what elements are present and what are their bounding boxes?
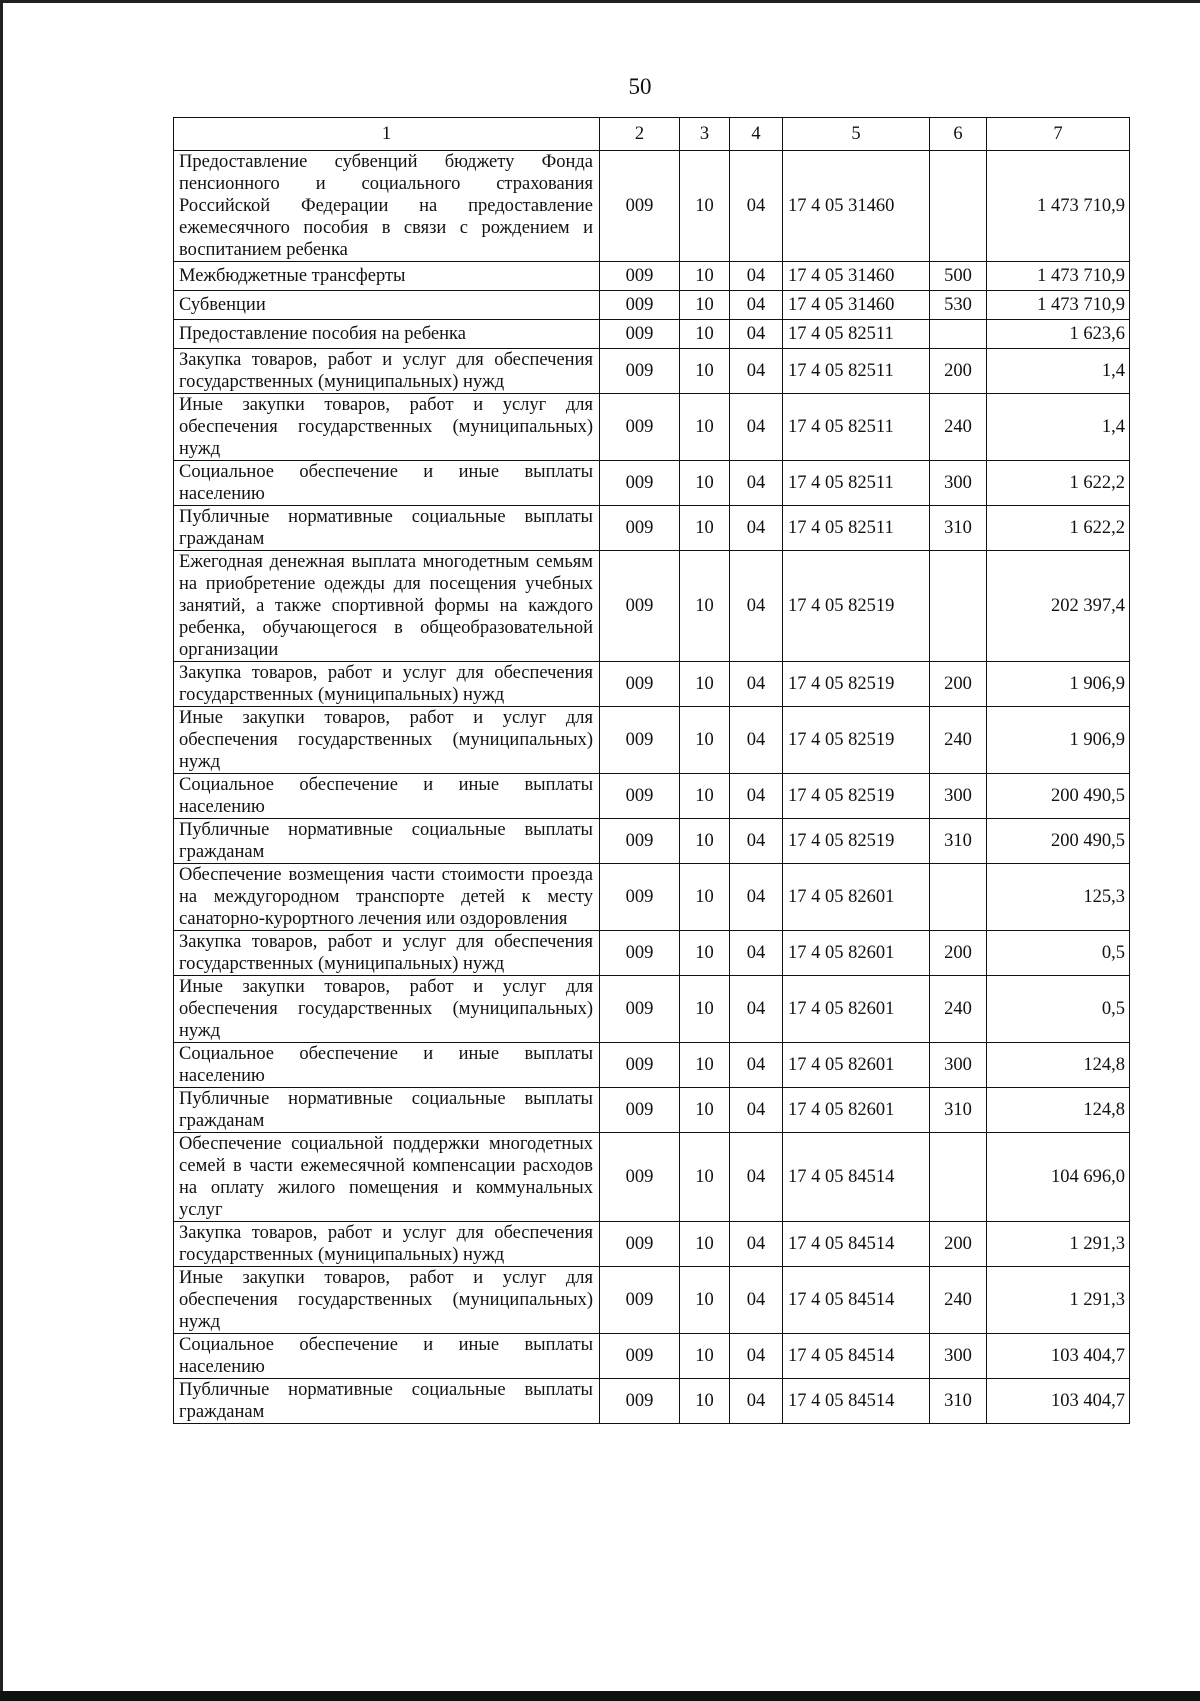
row-name: Публичные нормативные социальные выплаты гражданам [174, 1088, 600, 1133]
row-name: Закупка товаров, работ и услуг для обеспечения государственных (муниципальных) нужд [174, 1222, 600, 1267]
table-body [174, 151, 1130, 1424]
row-target-article: 17 4 05 82511 [783, 506, 930, 551]
row-name: Закупка товаров, работ и услуг для обеспечения государственных (муниципальных) нужд [174, 662, 600, 707]
table-row [174, 291, 1130, 320]
row-subsection-code: 04 [730, 976, 783, 1043]
row-name: Социальное обеспечение и иные выплаты населению [174, 1043, 600, 1088]
row-ministry-code: 009 [600, 864, 680, 931]
row-name: Межбюджетные трансферты [174, 262, 600, 291]
row-name: Публичные нормативные социальные выплаты гражданам [174, 1379, 600, 1424]
row-subsection-code: 04 [730, 1088, 783, 1133]
row-expense-type [930, 864, 987, 931]
row-amount: 1 291,3 [987, 1222, 1130, 1267]
row-amount: 202 397,4 [987, 551, 1130, 662]
row-ministry-code: 009 [600, 551, 680, 662]
row-name: Обеспечение социальной поддержки многодетных семей в части ежемесячной компенсации расходов на оплату жилого помещения и коммунальных услуг [174, 1133, 600, 1222]
column-header: 5 [783, 118, 930, 151]
row-expense-type: 240 [930, 976, 987, 1043]
row-name: Социальное обеспечение и иные выплаты населению [174, 1334, 600, 1379]
row-section-code: 10 [680, 976, 730, 1043]
row-target-article: 17 4 05 84514 [783, 1379, 930, 1424]
row-target-article: 17 4 05 82601 [783, 864, 930, 931]
table-row [174, 662, 1130, 707]
row-subsection-code: 04 [730, 461, 783, 506]
row-expense-type: 300 [930, 1043, 987, 1088]
row-subsection-code: 04 [730, 506, 783, 551]
row-subsection-code: 04 [730, 931, 783, 976]
row-target-article: 17 4 05 82601 [783, 1088, 930, 1133]
table-row [174, 151, 1130, 262]
row-expense-type: 300 [930, 461, 987, 506]
row-target-article: 17 4 05 31460 [783, 262, 930, 291]
table-row [174, 1267, 1130, 1334]
row-expense-type: 200 [930, 662, 987, 707]
row-section-code: 10 [680, 349, 730, 394]
row-name: Иные закупки товаров, работ и услуг для обеспечения государственных (муниципальных) нужд [174, 707, 600, 774]
row-subsection-code: 04 [730, 774, 783, 819]
row-amount: 1 473 710,9 [987, 262, 1130, 291]
row-subsection-code: 04 [730, 320, 783, 349]
row-target-article: 17 4 05 84514 [783, 1334, 930, 1379]
row-subsection-code: 04 [730, 394, 783, 461]
table-row [174, 551, 1130, 662]
row-expense-type: 200 [930, 1222, 987, 1267]
row-expense-type [930, 551, 987, 662]
row-expense-type: 240 [930, 707, 987, 774]
row-amount: 1,4 [987, 394, 1130, 461]
row-section-code: 10 [680, 707, 730, 774]
row-expense-type: 200 [930, 931, 987, 976]
row-expense-type: 310 [930, 506, 987, 551]
row-subsection-code: 04 [730, 1043, 783, 1088]
row-expense-type: 300 [930, 1334, 987, 1379]
row-target-article: 17 4 05 82519 [783, 551, 930, 662]
row-expense-type: 240 [930, 394, 987, 461]
row-section-code: 10 [680, 774, 730, 819]
row-amount: 1 622,2 [987, 506, 1130, 551]
row-target-article: 17 4 05 82511 [783, 461, 930, 506]
row-ministry-code: 009 [600, 1043, 680, 1088]
row-section-code: 10 [680, 931, 730, 976]
row-name: Иные закупки товаров, работ и услуг для обеспечения государственных (муниципальных) нужд [174, 1267, 600, 1334]
row-section-code: 10 [680, 320, 730, 349]
budget-table [173, 117, 1130, 1424]
row-subsection-code: 04 [730, 291, 783, 320]
row-amount: 0,5 [987, 976, 1130, 1043]
column-header: 2 [600, 118, 680, 151]
row-name: Социальное обеспечение и иные выплаты населению [174, 774, 600, 819]
row-amount: 1 906,9 [987, 707, 1130, 774]
table-row [174, 1133, 1130, 1222]
row-ministry-code: 009 [600, 151, 680, 262]
row-section-code: 10 [680, 461, 730, 506]
table-row [174, 394, 1130, 461]
row-name: Публичные нормативные социальные выплаты гражданам [174, 819, 600, 864]
row-ministry-code: 009 [600, 819, 680, 864]
row-amount: 125,3 [987, 864, 1130, 931]
table-row [174, 774, 1130, 819]
row-ministry-code: 009 [600, 1088, 680, 1133]
column-header: 7 [987, 118, 1130, 151]
row-ministry-code: 009 [600, 662, 680, 707]
row-name: Субвенции [174, 291, 600, 320]
row-amount: 124,8 [987, 1088, 1130, 1133]
scan-edge-bottom [0, 1691, 1200, 1701]
row-subsection-code: 04 [730, 349, 783, 394]
table-row [174, 931, 1130, 976]
row-section-code: 10 [680, 506, 730, 551]
row-subsection-code: 04 [730, 707, 783, 774]
row-amount: 1 622,2 [987, 461, 1130, 506]
row-amount: 103 404,7 [987, 1379, 1130, 1424]
row-target-article: 17 4 05 82511 [783, 349, 930, 394]
row-subsection-code: 04 [730, 262, 783, 291]
row-expense-type: 310 [930, 819, 987, 864]
row-ministry-code: 009 [600, 774, 680, 819]
table-row [174, 707, 1130, 774]
table-row [174, 1088, 1130, 1133]
row-subsection-code: 04 [730, 151, 783, 262]
row-target-article: 17 4 05 82519 [783, 819, 930, 864]
row-target-article: 17 4 05 84514 [783, 1222, 930, 1267]
column-header: 1 [174, 118, 600, 151]
row-section-code: 10 [680, 1334, 730, 1379]
row-target-article: 17 4 05 84514 [783, 1133, 930, 1222]
row-target-article: 17 4 05 84514 [783, 1267, 930, 1334]
row-amount: 104 696,0 [987, 1133, 1130, 1222]
row-ministry-code: 009 [600, 976, 680, 1043]
row-section-code: 10 [680, 1267, 730, 1334]
row-subsection-code: 04 [730, 662, 783, 707]
row-expense-type: 300 [930, 774, 987, 819]
row-target-article: 17 4 05 82601 [783, 1043, 930, 1088]
row-subsection-code: 04 [730, 1267, 783, 1334]
row-target-article: 17 4 05 31460 [783, 151, 930, 262]
row-subsection-code: 04 [730, 1133, 783, 1222]
row-section-code: 10 [680, 1222, 730, 1267]
page-number: 50 [628, 74, 652, 99]
table-header-row [174, 118, 1130, 151]
row-subsection-code: 04 [730, 551, 783, 662]
row-ministry-code: 009 [600, 394, 680, 461]
row-amount: 1 473 710,9 [987, 151, 1130, 262]
row-amount: 1 623,6 [987, 320, 1130, 349]
row-section-code: 10 [680, 394, 730, 461]
row-expense-type: 240 [930, 1267, 987, 1334]
row-name: Предоставление субвенций бюджету Фонда пенсионного и социального страхования Российской Федерации на предоставление ежемесячного пособия в связи с рождением и воспитанием ребенка [174, 151, 600, 262]
row-expense-type: 310 [930, 1088, 987, 1133]
row-ministry-code: 009 [600, 1267, 680, 1334]
row-section-code: 10 [680, 151, 730, 262]
row-target-article: 17 4 05 82519 [783, 662, 930, 707]
table-row [174, 1334, 1130, 1379]
table-row [174, 819, 1130, 864]
row-name: Публичные нормативные социальные выплаты гражданам [174, 506, 600, 551]
row-target-article: 17 4 05 31460 [783, 291, 930, 320]
row-amount: 103 404,7 [987, 1334, 1130, 1379]
row-amount: 124,8 [987, 1043, 1130, 1088]
row-name: Предоставление пособия на ребенка [174, 320, 600, 349]
row-expense-type: 200 [930, 349, 987, 394]
row-target-article: 17 4 05 82511 [783, 394, 930, 461]
row-ministry-code: 009 [600, 1133, 680, 1222]
row-target-article: 17 4 05 82511 [783, 320, 930, 349]
row-name: Ежегодная денежная выплата многодетным семьям на приобретение одежды для посещения учебных занятий, а также спортивной формы на каждого ребенка, обучающегося в общеобразовательной организации [174, 551, 600, 662]
row-amount: 1 291,3 [987, 1267, 1130, 1334]
table-row [174, 864, 1130, 931]
row-name: Обеспечение возмещения части стоимости проезда на междугородном транспорте детей к месту санаторно-курортного лечения или оздоровления [174, 864, 600, 931]
row-section-code: 10 [680, 1379, 730, 1424]
row-name: Иные закупки товаров, работ и услуг для обеспечения государственных (муниципальных) нужд [174, 976, 600, 1043]
row-amount: 1 473 710,9 [987, 291, 1130, 320]
row-ministry-code: 009 [600, 320, 680, 349]
row-section-code: 10 [680, 1133, 730, 1222]
scan-edge-left [0, 0, 3, 1701]
row-subsection-code: 04 [730, 864, 783, 931]
table-row [174, 262, 1130, 291]
column-header: 3 [680, 118, 730, 151]
row-name: Закупка товаров, работ и услуг для обеспечения государственных (муниципальных) нужд [174, 349, 600, 394]
row-section-code: 10 [680, 291, 730, 320]
row-ministry-code: 009 [600, 1222, 680, 1267]
row-ministry-code: 009 [600, 291, 680, 320]
row-section-code: 10 [680, 864, 730, 931]
row-section-code: 10 [680, 819, 730, 864]
column-header: 6 [930, 118, 987, 151]
column-header: 4 [730, 118, 783, 151]
row-ministry-code: 009 [600, 506, 680, 551]
row-amount: 1,4 [987, 349, 1130, 394]
row-section-code: 10 [680, 662, 730, 707]
row-amount: 1 906,9 [987, 662, 1130, 707]
row-ministry-code: 009 [600, 931, 680, 976]
table-row [174, 506, 1130, 551]
row-expense-type [930, 1133, 987, 1222]
row-ministry-code: 009 [600, 1334, 680, 1379]
row-name: Иные закупки товаров, работ и услуг для обеспечения государственных (муниципальных) нужд [174, 394, 600, 461]
row-name: Социальное обеспечение и иные выплаты населению [174, 461, 600, 506]
row-section-code: 10 [680, 262, 730, 291]
row-ministry-code: 009 [600, 461, 680, 506]
row-ministry-code: 009 [600, 707, 680, 774]
row-expense-type [930, 320, 987, 349]
table-row [174, 1379, 1130, 1424]
row-target-article: 17 4 05 82601 [783, 976, 930, 1043]
row-expense-type: 500 [930, 262, 987, 291]
row-ministry-code: 009 [600, 349, 680, 394]
row-ministry-code: 009 [600, 1379, 680, 1424]
row-target-article: 17 4 05 82601 [783, 931, 930, 976]
row-amount: 200 490,5 [987, 774, 1130, 819]
row-section-code: 10 [680, 1088, 730, 1133]
row-expense-type [930, 151, 987, 262]
table-row [174, 461, 1130, 506]
row-ministry-code: 009 [600, 262, 680, 291]
row-subsection-code: 04 [730, 1334, 783, 1379]
row-subsection-code: 04 [730, 819, 783, 864]
table-row [174, 1043, 1130, 1088]
table-row [174, 1222, 1130, 1267]
row-name: Закупка товаров, работ и услуг для обеспечения государственных (муниципальных) нужд [174, 931, 600, 976]
row-expense-type: 530 [930, 291, 987, 320]
row-subsection-code: 04 [730, 1379, 783, 1424]
table-row [174, 976, 1130, 1043]
table-row [174, 349, 1130, 394]
scan-edge-top [0, 0, 1200, 3]
row-target-article: 17 4 05 82519 [783, 774, 930, 819]
row-target-article: 17 4 05 82519 [783, 707, 930, 774]
table-row [174, 320, 1130, 349]
row-section-code: 10 [680, 1043, 730, 1088]
row-subsection-code: 04 [730, 1222, 783, 1267]
row-amount: 200 490,5 [987, 819, 1130, 864]
row-amount: 0,5 [987, 931, 1130, 976]
row-expense-type: 310 [930, 1379, 987, 1424]
row-section-code: 10 [680, 551, 730, 662]
